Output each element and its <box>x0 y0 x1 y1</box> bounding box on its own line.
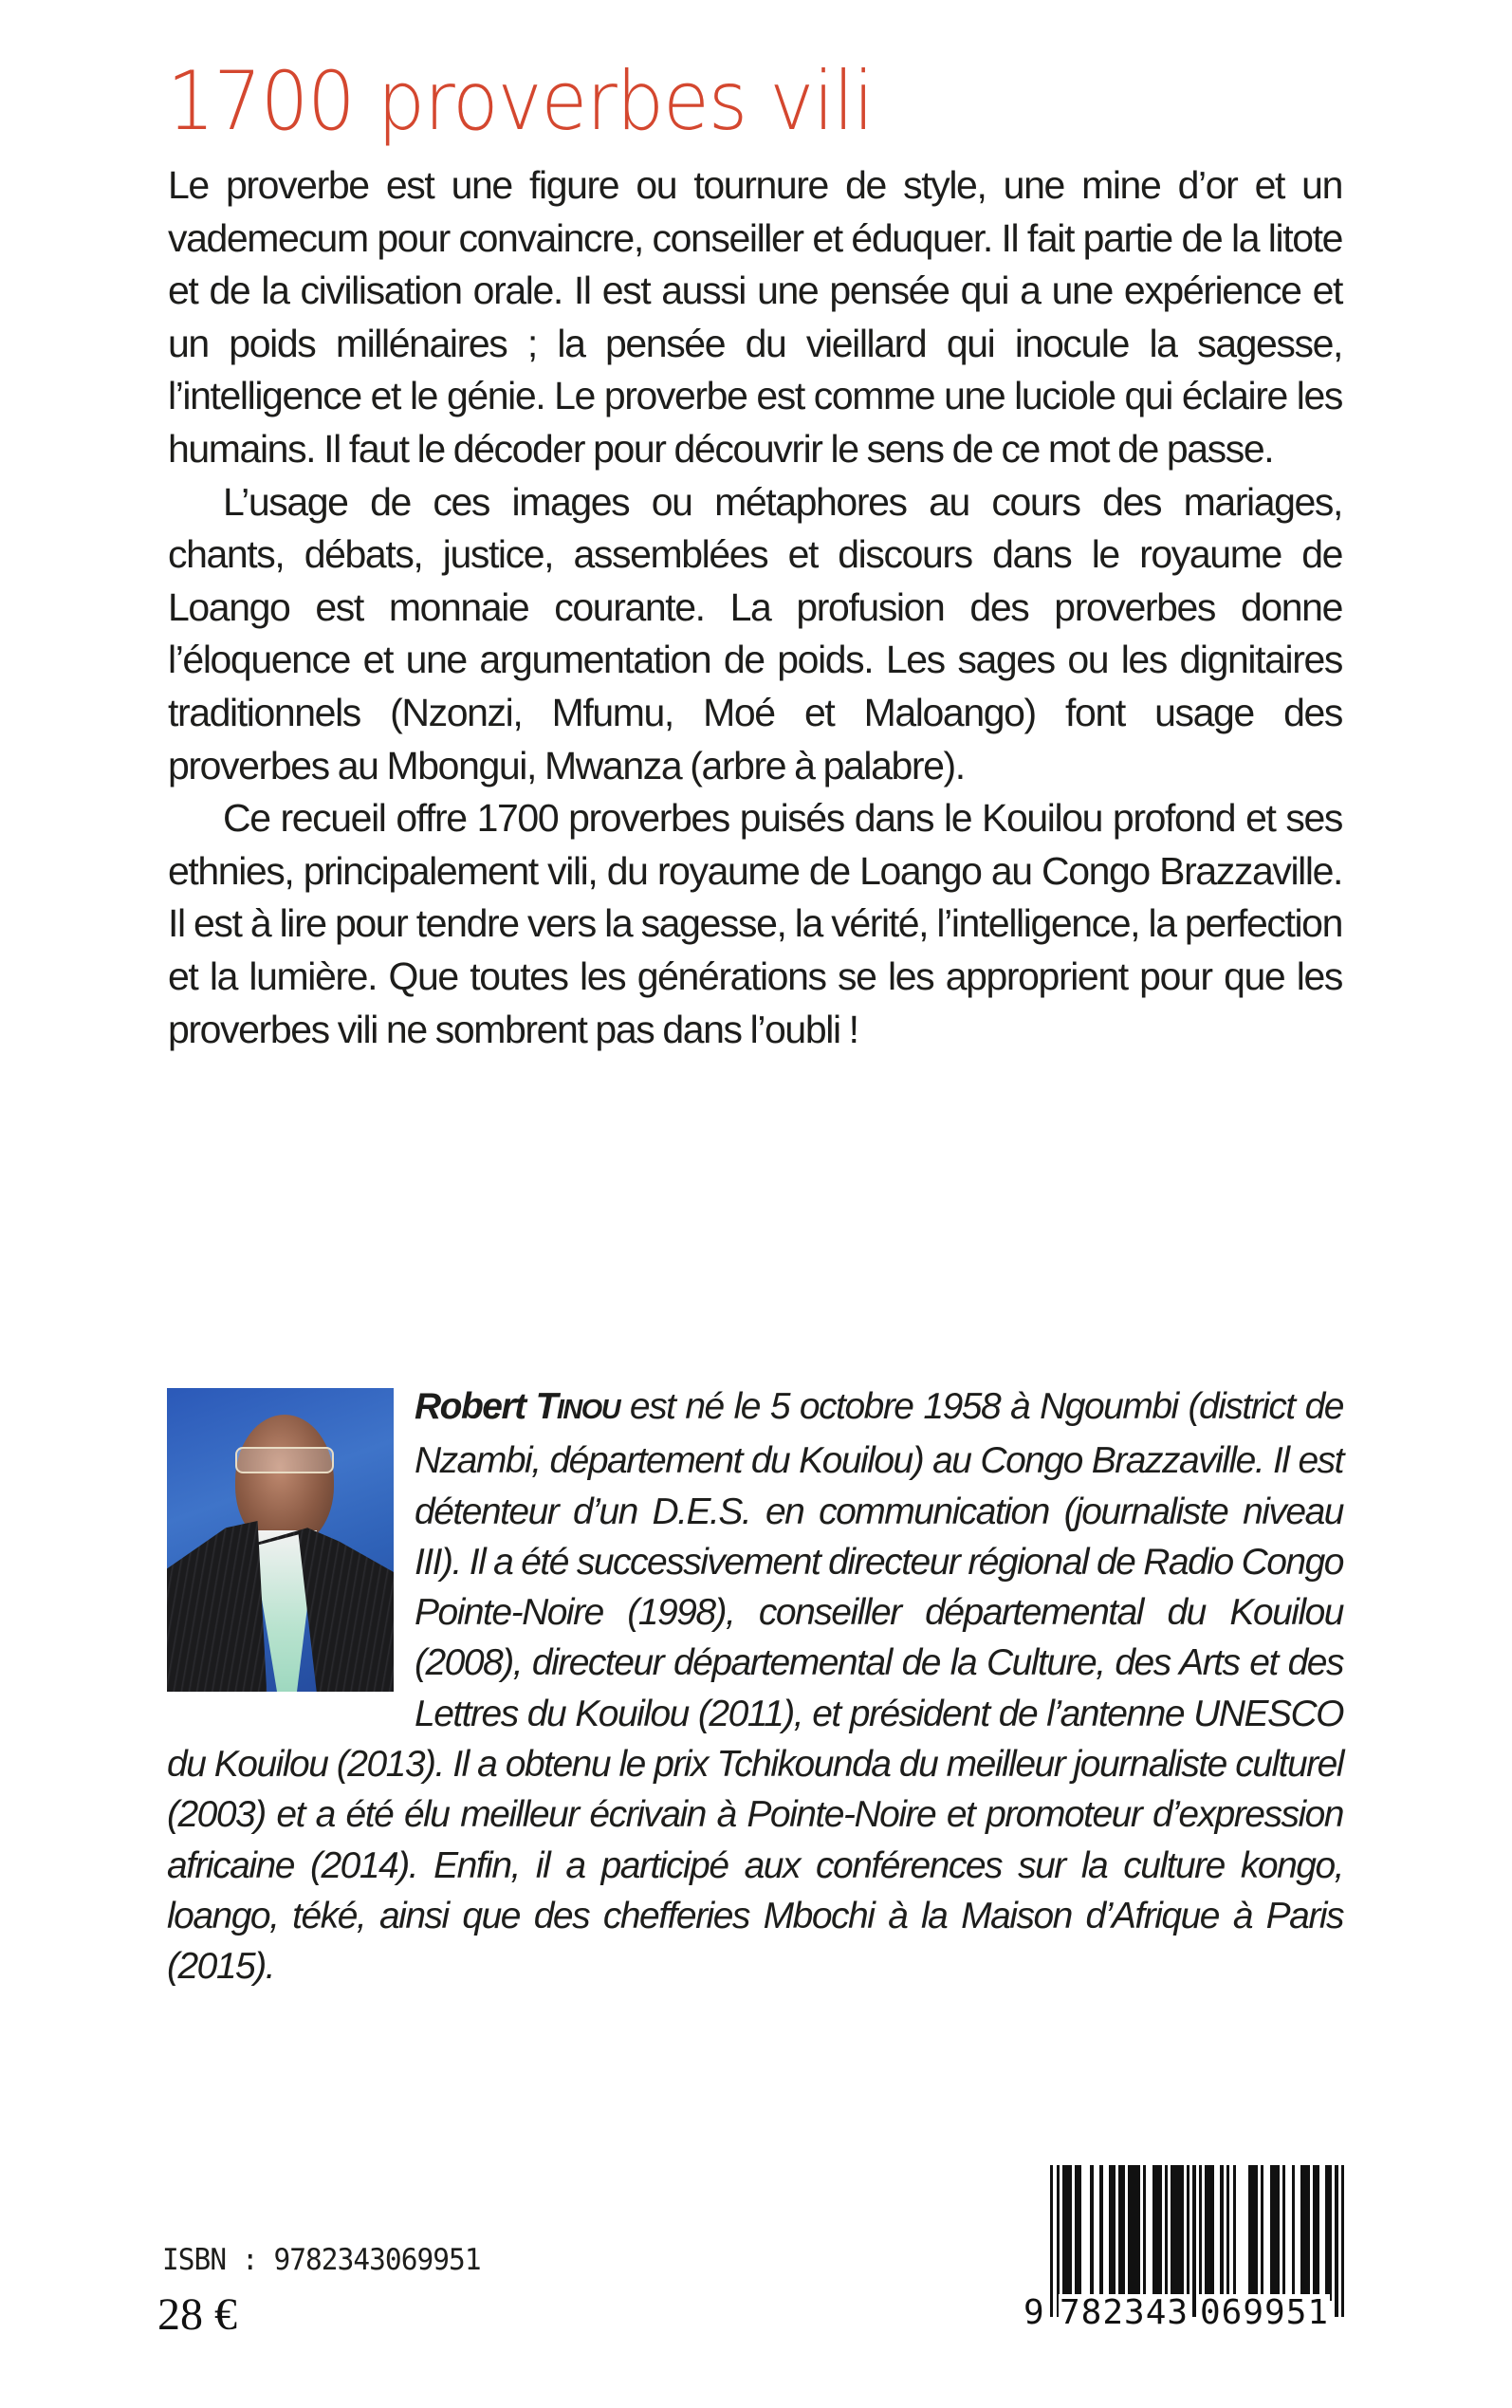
summary-paragraph: L’usage de ces images ou métaphores au cours des mariages, chants, débats, justice, assemblées et discours dans le royaume de Loango est monnaie courante. La profusion des proverbes donne l’éloquence et une argumentation de poids. Les sages ou les dignitaires traditionnels (Nzonzi, Mfumu, Moé et Maloango) font usage des proverbes au Mbongui, Mwanza (arbre à palabre). <box>168 479 1342 787</box>
barcode-bar <box>1226 2165 1229 2301</box>
barcode-bar <box>1069 2165 1072 2301</box>
barcode-bar <box>1180 2165 1183 2301</box>
barcode-bar <box>1158 2165 1161 2301</box>
barcode-bar <box>1099 2165 1102 2301</box>
barcode-bar <box>1233 2165 1236 2301</box>
photo-glasses-shape <box>235 1447 334 1473</box>
barcode-bar <box>1136 2165 1139 2301</box>
author-photo <box>167 1388 394 1692</box>
author-surname-smallcaps: INOU <box>556 1395 620 1425</box>
barcode-bar <box>1254 2165 1257 2301</box>
barcode-bar <box>1276 2165 1279 2301</box>
barcode-bar <box>1090 2165 1093 2301</box>
barcode-bar <box>1307 2165 1310 2301</box>
summary-paragraph: Le proverbe est une figure ou tournure de style, une mine d’or et un vademecum pour convaincre, conseiller et éduquer. Il fait partie de la litote et de la civilisation orale. Il est aussi une pensée qui a une expérience et un poids millénaires ; la pensée du vieillard qui inocule la sagesse, l’intelligence et le génie. Le proverbe est comme une luciole qui éclaire les humains. Il faut le décoder pour découvrir le sens de ce mot de passe. <box>168 163 1342 471</box>
isbn-barcode <box>1021 2165 1349 2334</box>
author-first-name: Robert <box>415 1386 526 1427</box>
book-title: 1700 proverbes vili <box>167 54 874 149</box>
barcode-bar <box>1282 2165 1285 2301</box>
barcode-bar <box>1143 2165 1146 2301</box>
barcode-bar <box>1317 2165 1319 2301</box>
barcode-bar <box>1165 2165 1168 2301</box>
author-surname <box>536 1386 619 1427</box>
barcode-bar <box>1261 2165 1263 2301</box>
barcode-bar <box>1329 2165 1332 2301</box>
barcode-bar <box>1078 2165 1080 2301</box>
author-surname-initial: T <box>535 1386 557 1427</box>
barcode-digits <box>1021 2294 1349 2332</box>
barcode-bar <box>1112 2165 1115 2301</box>
summary-paragraph: Ce recueil offre 1700 proverbes puisés dans le Kouilou profond et ses ethnies, principalement vili, du royaume de Loango au Congo Brazzaville. Il est à lire pour tendre vers la sagesse, la vérité, l’intelligence, la perfection et la lumière. Que toutes les générations se les approprient pour que les proverbes vili ne sombrent pas dans l’oubli ! <box>168 796 1342 1051</box>
barcode-bar <box>1220 2165 1223 2301</box>
barcode-bar <box>1292 2165 1295 2301</box>
isbn-label: ISBN : 9782343069951 <box>162 2243 481 2277</box>
barcode-digits-left: 782343 <box>1060 2293 1189 2332</box>
barcode-bar <box>1121 2165 1124 2301</box>
barcode-digit-first: 9 <box>1023 2293 1044 2332</box>
author-biography <box>167 1381 1343 1992</box>
barcode-bar <box>1187 2165 1189 2301</box>
barcode-digits-right: 069951 <box>1200 2293 1330 2332</box>
back-cover-summary <box>168 159 1342 1056</box>
price-label: 28 € <box>157 2289 237 2340</box>
barcode-bar <box>1211 2165 1214 2301</box>
author-bio-text: est né le 5 octobre 1958 à Ngoumbi (district de Nzambi, département du Kouilou) au Congo Brazzaville. Il est détenteur d’un D.E.S. en communication (journaliste niveau III). Il a été successivement directeur régional de Radio Congo Pointe-Noire (1998), conseiller départemental du Kouilou (2008), directeur départemental de la Culture, des Arts et des Lettres du Kouilou (2011), et président de l’antenne UNESCO du Kouilou (2013). Il a obtenu le prix Tchikounda du meilleur journaliste culturel (2003) et a été élu meilleur écrivain à Pointe-Noire et promoteur d’expression africaine (2014). Enfin, il a participé aux conférences sur la culture kongo, loango, téké, ainsi que des chefferies Mbochi à la Maison d’Afrique à Paris (2015). <box>167 1386 1343 1988</box>
